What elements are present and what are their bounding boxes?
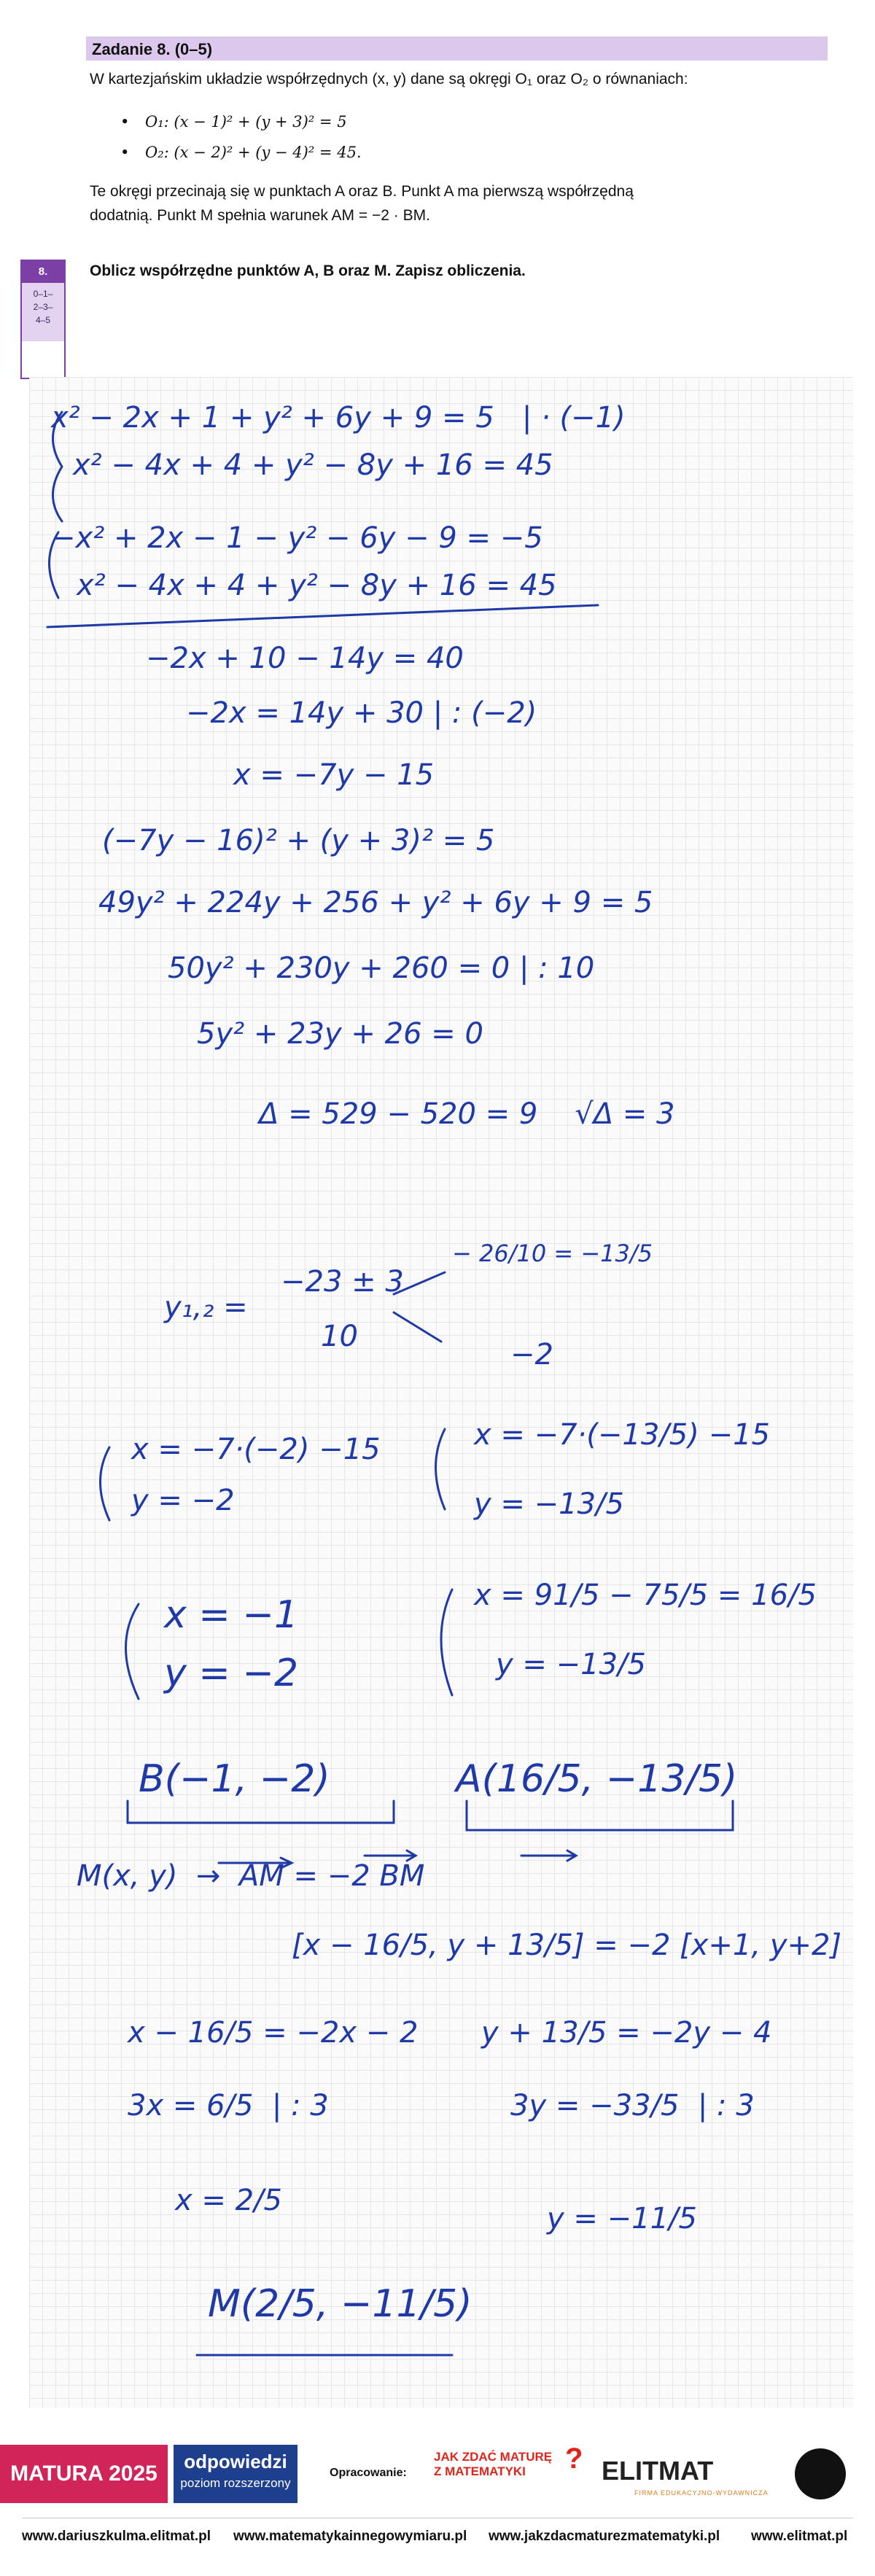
- points-scale-row: 4–5: [35, 315, 51, 325]
- handwritten-line: 50y² + 230y + 260 = 0 | : 10: [168, 952, 595, 985]
- task-instruction: Oblicz współrzędne punktów A, B oraz M. Zapisz obliczenia.: [90, 262, 526, 279]
- question-mark-icon: ?: [565, 2443, 583, 2475]
- task-intro: W kartezjańskim układzie współrzędnych (x, y) dane są okręgi O₁ oraz O₂ o równaniach:: [90, 71, 688, 87]
- handwritten-line: 3y = −33/5 | : 3: [510, 2089, 755, 2122]
- footer: [0, 2434, 875, 2576]
- vector-arrow-bm: [521, 1851, 576, 1861]
- nmat-logo-icon: [795, 2448, 846, 2499]
- jak-zdac-logo: [434, 2443, 583, 2479]
- handwritten-line: M(x, y) → AM = −2 BM: [77, 1859, 425, 1893]
- handwritten-line: y = −2: [164, 1651, 299, 1695]
- handwritten-line: Δ = 529 − 520 = 9 √Δ = 3: [259, 1097, 675, 1131]
- handwritten-line: y = −2: [131, 1484, 235, 1517]
- brace-stroke: [126, 1604, 139, 1699]
- brace-stroke: [441, 1589, 452, 1695]
- description-line-2: dodatnią. Punkt M spełnia warunek AM = −2 · BM.: [90, 207, 430, 224]
- handwritten-line: (−7y − 16)² + (y + 3)² = 5: [102, 824, 495, 857]
- vector-arrow-am: [365, 1851, 416, 1861]
- description-line-1: Te okręgi przecinają się w punktach A oraz B. Punkt A ma pierwszą współrzędną: [90, 183, 634, 200]
- handwritten-line: x = 91/5 − 75/5 = 16/5: [474, 1579, 817, 1612]
- handwritten-line: 10: [321, 1320, 358, 1353]
- elitmat-subtitle: FIRMA EDUKACYJNO-WYDAWNICZA: [634, 2489, 769, 2497]
- handwritten-line: [x − 16/5, y + 13/5] = −2 [x+1, y+2]: [292, 1929, 842, 1962]
- handwritten-line: x − 16/5 = −2x − 2: [128, 2016, 419, 2050]
- handwritten-line: A(16/5, −13/5): [456, 1757, 738, 1801]
- handwritten-line: −2: [510, 1338, 553, 1371]
- answers-badge: [174, 2445, 298, 2503]
- handwritten-line: x = −7·(−13/5) −15: [474, 1418, 770, 1452]
- brace-stroke: [101, 1447, 110, 1520]
- handwritten-line: y₁,₂ =: [164, 1291, 248, 1324]
- jak-line-1: JAK ZDAĆ MATURĘ: [434, 2450, 553, 2464]
- equation-o2: • O₂: (x − 2)² + (y − 4)² = 45.: [120, 137, 362, 168]
- points-scale-row: 2–3–: [33, 302, 53, 312]
- handwritten-line: y = −13/5: [474, 1487, 624, 1521]
- handwritten-line: x² − 4x + 4 + y² − 8y + 16 = 45: [73, 448, 553, 482]
- points-scale-row: 0–1–: [33, 289, 53, 299]
- footer-link[interactable]: www.jakzdacmaturezmatematyki.pl: [489, 2529, 720, 2544]
- equation-o1: • O₁: (x − 1)² + (y + 3)² = 5: [120, 106, 362, 137]
- handwritten-line: 3x = 6/5 | : 3: [128, 2089, 329, 2122]
- arrow-stroke: [394, 1272, 445, 1294]
- handwritten-line: x = −1: [164, 1593, 299, 1637]
- level-label: poziom rozszerzony: [180, 2476, 291, 2490]
- elitmat-logo: ELITMAT: [602, 2456, 714, 2486]
- arrow-stroke: [394, 1312, 441, 1342]
- handwritten-line: −2x = 14y + 30 | : (−2): [186, 696, 537, 730]
- sum-underline: [47, 605, 598, 627]
- brand-banner: [0, 2445, 299, 2503]
- handwritten-line: −23 ± 3: [281, 1265, 404, 1299]
- arrow-stroke: [219, 1858, 292, 1868]
- handwritten-line: − 26/10 = −13/5: [452, 1240, 653, 1267]
- handwritten-line: x² − 2x + 1 + y² + 6y + 9 = 5 | · (−1): [51, 401, 626, 435]
- handwritten-line: x = 2/5: [175, 2184, 282, 2217]
- handwritten-line: 5y² + 23y + 26 = 0: [197, 1017, 483, 1051]
- brace-stroke: [50, 532, 59, 598]
- brace-stroke: [53, 412, 63, 521]
- footer-link[interactable]: www.elitmat.pl: [751, 2529, 848, 2544]
- prepared-by-label: Opracowanie:: [330, 2467, 407, 2479]
- matura-badge: MATURA 2025: [0, 2445, 168, 2503]
- handwritten-line: M(2/5, −11/5): [208, 2282, 472, 2326]
- handwritten-line: y = −13/5: [496, 1648, 646, 1681]
- handwritten-line: B(−1, −2): [139, 1757, 330, 1801]
- brace-stroke: [436, 1429, 446, 1509]
- handwritten-line: 49y² + 224y + 256 + y² + 6y + 9 = 5: [98, 886, 653, 919]
- handwritten-line: y = −11/5: [547, 2202, 697, 2235]
- bracket-underline-b: [128, 1801, 394, 1823]
- footer-link[interactable]: www.dariuszkulma.elitmat.pl: [22, 2529, 211, 2544]
- handwritten-line: x = −7y − 15: [233, 758, 435, 792]
- handwritten-line: −x² + 2x − 1 − y² − 6y − 9 = −5: [51, 521, 543, 555]
- handwritten-line: x = −7·(−2) −15: [131, 1433, 381, 1466]
- task-title: Zadanie 8. (0–5): [92, 40, 213, 58]
- handwritten-line: x² − 4x + 4 + y² − 8y + 16 = 45: [77, 569, 557, 602]
- handwritten-line: −2x + 10 − 14y = 40: [146, 642, 464, 675]
- handwritten-line: y + 13/5 = −2y − 4: [481, 2016, 772, 2050]
- footer-link[interactable]: www.matematykainnegowymiaru.pl: [233, 2529, 467, 2544]
- bracket-underline-a: [467, 1801, 733, 1830]
- jak-line-2: Z MATEMATYKI: [434, 2464, 526, 2478]
- points-number: 8.: [22, 261, 64, 283]
- answers-label: odpowiedzi: [184, 2451, 287, 2472]
